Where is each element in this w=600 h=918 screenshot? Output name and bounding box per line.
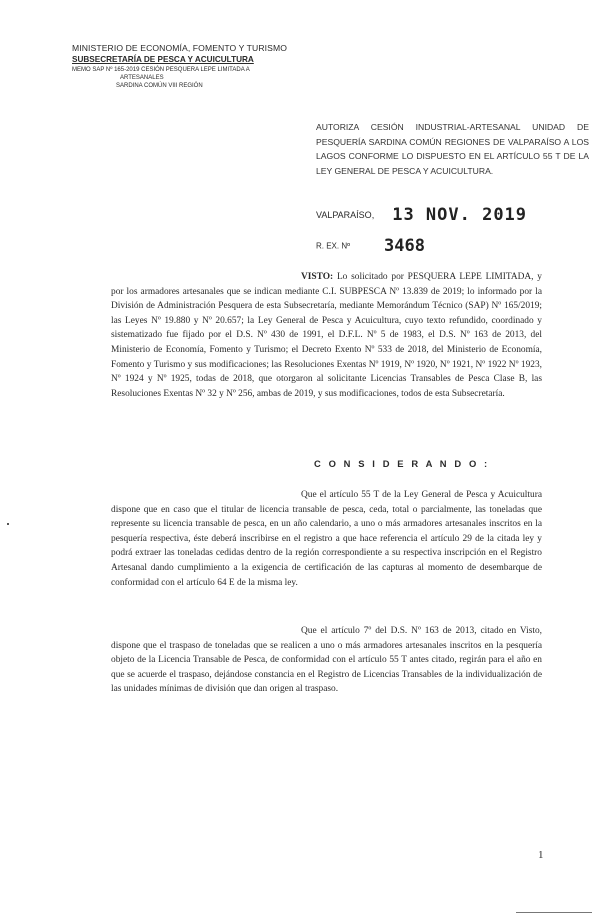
memo-reference-line-2: ARTESANALES bbox=[120, 75, 164, 81]
date-stamp: 13 NOV. 2019 bbox=[392, 205, 528, 225]
resolution-subject: AUTORIZA CESIÓN INDUSTRIAL-ARTESANAL UNIDAD DE PESQUERÍA SARDINA COMÚN REGIONES DE VALPARAÍSO A LOS LAGOS CONFORME LO DISPUESTO EN EL ARTÍCULO 55 T DE LA LEY GENERAL DE PESCA Y ACUICULTURA. bbox=[316, 122, 589, 176]
visto-paragraph bbox=[111, 270, 542, 401]
place-label: VALPARAÍSO, bbox=[316, 210, 375, 220]
page-number: 1 bbox=[538, 849, 544, 861]
considerando-text-2: Que el artículo 7º del D.S. Nº 163 de 2013, citado en Visto, dispone que el traspaso de toneladas que se realicen a uno o más armadores artesanales inscritos en la pesquería objeto de la Licencia Transable de Pesca, de conformidad con el artículo 55 T antes citado, regirán para el año en que se acuerde el traspaso, dejándose constancia en el Registro de Licencias Transables de la individualización de las unidades mínimas de división que dan origen al traspaso. bbox=[111, 626, 542, 695]
visto-label: VISTO: bbox=[301, 272, 334, 282]
considerando-paragraph-1 bbox=[111, 488, 542, 590]
resolution-number-stamp: 3468 bbox=[384, 236, 425, 256]
resolution-label: R. EX. Nº bbox=[316, 241, 351, 251]
considerando-text-1: Que el artículo 55 T de la Ley General de Pesca y Acuicultura dispone que en caso que el titular de licencia transable de pesca, ceda, total o parcialmente, las toneladas que represente su licencia transable de pesca, en un año calendario, a uno o más armadores artesanales inscritos en la pesquería respectiva, éste deberá inscribirse en el registro a que hace referencia el artículo 29 de la citada ley y podrá extraer las toneladas cedidas dentro de la región correspondiente a su respectiva inscripción en el Registro Artesanal dando cumplimiento a la exigencia de certificación de las capturas al momento de desembarque de conformidad con el artículo 64 E de la misma ley. bbox=[111, 490, 542, 588]
visto-text: Lo solicitado por PESQUERA LEPE LIMITADA, y por los armadores artesanales que se indican mediante C.I. SUBPESCA Nº 13.839 de 2019; lo informado por la División de Administración Pesquera de esta Subsecretaría, mediante Memorándum Técnico (SAP) Nº 165/2019; las Leyes Nº 19.880 y Nº 20.657; la Ley General de Pesca y Acuicultura, cuyo texto refundido, coordinado y sistematizado fue fijado por el D.S. Nº 430 de 1991, el D.F.L. Nº 5 de 1983, el D.S. Nº 163 de 2013, del Ministerio de Economía, Fomento y Turismo; el Decreto Exento Nº 533 de 2018, del Ministerio de Economía, Fomento y Turismo y sus modificaciones; las Resoluciones Exentas Nº 1919, Nº 1920, Nº 1921, Nº 1922 Nº 1923, Nº 1924 y Nº 1925, todas de 2018, que otorgaron al solicitante Licencias Transables de Pesca Clase B, las Resoluciones Exentas Nº 32 y Nº 256, ambas de 2019, y sus modificaciones, todos de esta Subsecretaría. bbox=[111, 272, 542, 399]
memo-reference: MEMO SAP Nº 165-2019 CESIÓN PESQUERA LEPE LIMITADA A bbox=[72, 67, 250, 73]
ministry-name: MINISTERIO DE ECONOMÍA, FOMENTO Y TURISMO bbox=[72, 43, 287, 53]
place-date-row bbox=[316, 205, 527, 225]
memo-reference-line-3: SARDINA COMÚN VIII REGIÓN bbox=[116, 83, 203, 89]
considerando-paragraph-2 bbox=[111, 624, 542, 697]
footer-rule bbox=[516, 912, 592, 913]
letterhead bbox=[72, 43, 312, 89]
resolution-number-row bbox=[316, 236, 425, 256]
scan-mark bbox=[7, 523, 9, 525]
subsecretaria-name: SUBSECRETARÍA DE PESCA Y ACUICULTURA bbox=[72, 55, 254, 64]
considerando-heading: C O N S I D E R A N D O : bbox=[314, 458, 490, 469]
